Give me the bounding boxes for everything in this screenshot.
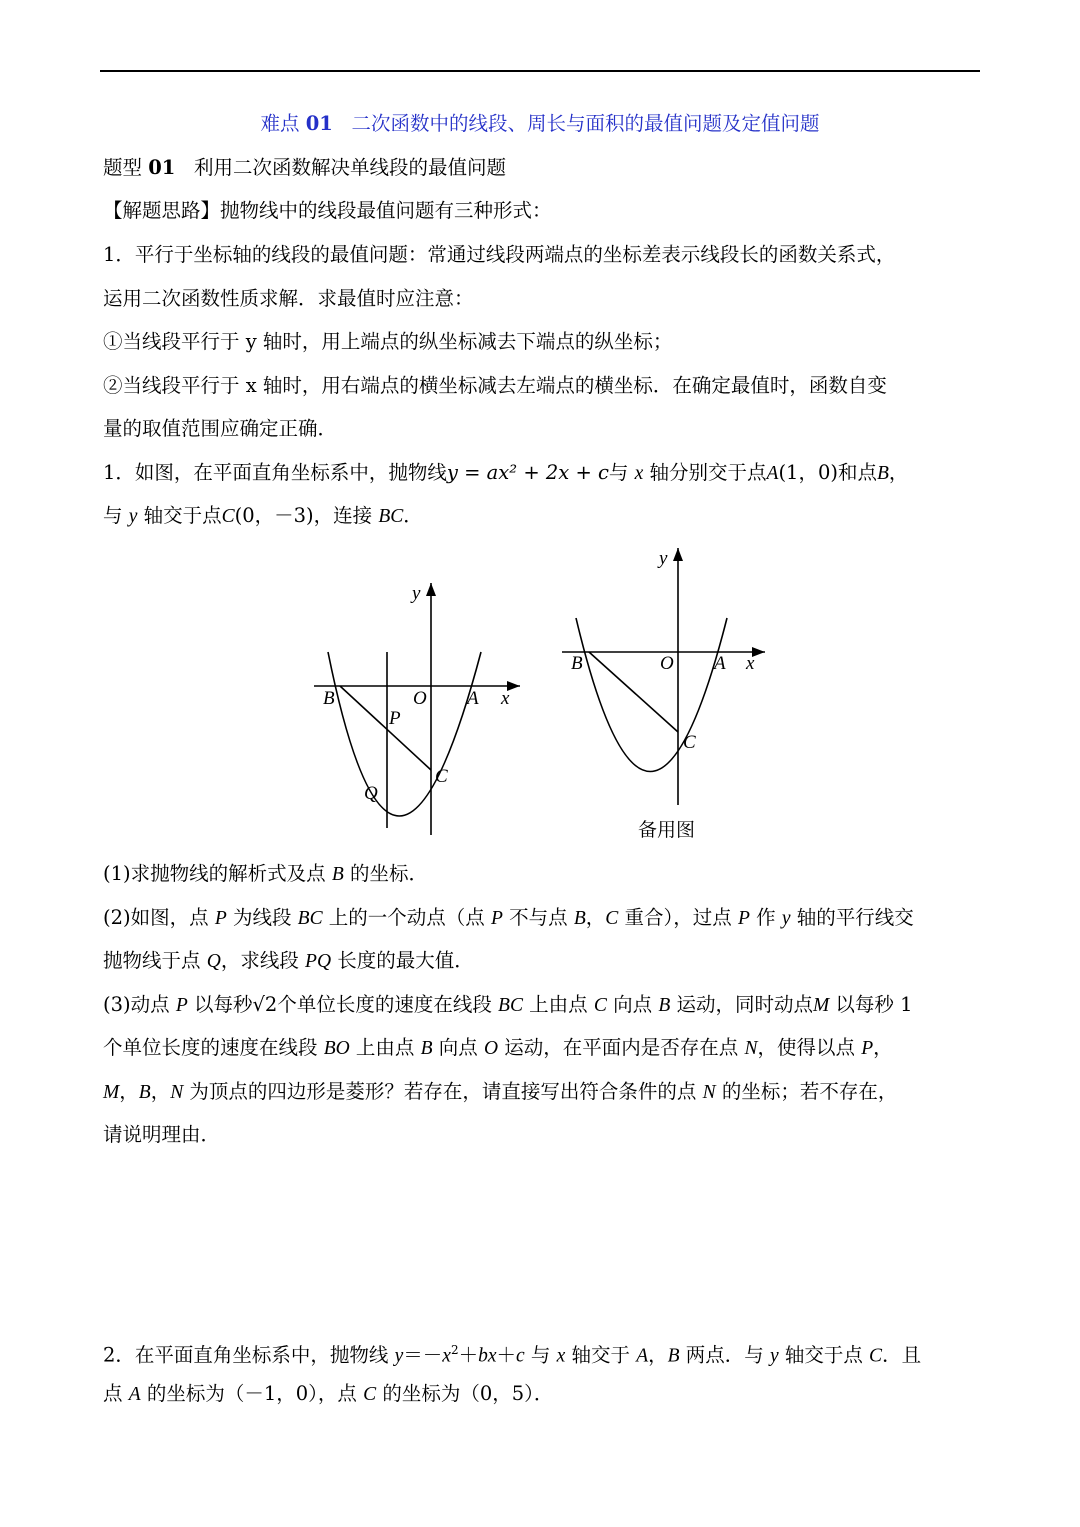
left-label-p: P (389, 708, 401, 729)
left-label-o: O (413, 688, 427, 709)
question-3-line1: (3)动点 P 以每秒√2个单位长度的速度在线段 BC 上由点 C 向点 B 运动，同时动点M 以每秒 1 (103, 993, 913, 1016)
left-label-c: C (435, 766, 448, 787)
figure-left (314, 583, 520, 835)
right-label-x: x (746, 653, 755, 674)
left-label-q: Q (364, 783, 378, 804)
problem2-line2: 点 A 的坐标为（－1，0），点 C 的坐标为（0，5）． (103, 1382, 554, 1405)
intro-p2: ①当线段平行于 y 轴时，用上端点的纵坐标减去下端点的纵坐标； (103, 330, 673, 353)
question-3-line2: 个单位长度的速度在线段 BO 上由点 B 向点 O 运动，在平面内是否存在点 N，使得以点 P， (103, 1036, 893, 1059)
figure-right-labels (571, 548, 755, 753)
left-y-arrow (426, 583, 436, 596)
question-3-line3: M，B，N 为顶点的四边形是菱形？若存在，请直接写出符合条件的点 N 的坐标；若不存在， (103, 1080, 898, 1103)
figure-caption: 备用图 (638, 819, 696, 841)
problem1-line2: 与 y 轴交于点C(0，－3)，连接 BC． (103, 504, 423, 527)
intro-lead: 【解题思路】抛物线中的线段最值问题有三种形式： (103, 199, 552, 222)
right-label-y: y (659, 548, 668, 569)
right-y-arrow (673, 548, 683, 561)
right-label-c: C (683, 732, 696, 753)
left-label-x: x (501, 688, 510, 709)
question-1: (1)求抛物线的解析式及点 B 的坐标． (103, 862, 428, 885)
left-parabola (328, 652, 481, 816)
question-3-line4: 请说明理由． (103, 1123, 221, 1146)
intro-p1a: 1．平行于坐标轴的线段的最值问题：常通过线段两端点的坐标差表示线段长的函数关系式， (103, 243, 896, 266)
figure-right (562, 548, 765, 805)
right-parabola (576, 618, 727, 772)
intro-p3b: 量的取值范围应确定正确． (103, 417, 338, 440)
question-2-line1: (2)如图，点 P 为线段 BC 上的一个动点（点 P 不与点 B，C 重合），过点 P 作 y 轴的平行线交 (103, 906, 914, 929)
figure-left-labels (323, 583, 510, 804)
right-label-a: A (714, 653, 726, 674)
left-label-y: y (412, 583, 421, 604)
right-label-o: O (660, 653, 674, 674)
problem2-line1: 2．在平面直角坐标系中，抛物线 $y=-x^2+bx+c$ 与 x 轴交于 A，B 两点．与 y 轴交于点 C．且 (103, 1343, 922, 1367)
section-heading: 题型 01 利用二次函数解决单线段的最值问题 (103, 156, 506, 179)
left-label-b: B (323, 688, 335, 709)
left-label-a: A (467, 688, 479, 709)
intro-p3a: ②当线段平行于 x 轴时，用右端点的横坐标减去左端点的横坐标．在确定最值时，函数自变 (103, 374, 887, 397)
question-2-line2: 抛物线于点 Q，求线段 PQ 长度的最大值． (103, 949, 474, 972)
right-label-b: B (571, 653, 583, 674)
problem1-line1: 1．如图，在平面直角坐标系中，抛物线y = ax² + 2x + c与 x 轴分别交于点A(1，0)和点B， (103, 461, 909, 484)
page-title: 难点 01 二次函数中的线段、周长与面积的最值问题及定值问题 (260, 112, 820, 135)
intro-p1b: 运用二次函数性质求解．求最值时应注意： (103, 287, 474, 310)
